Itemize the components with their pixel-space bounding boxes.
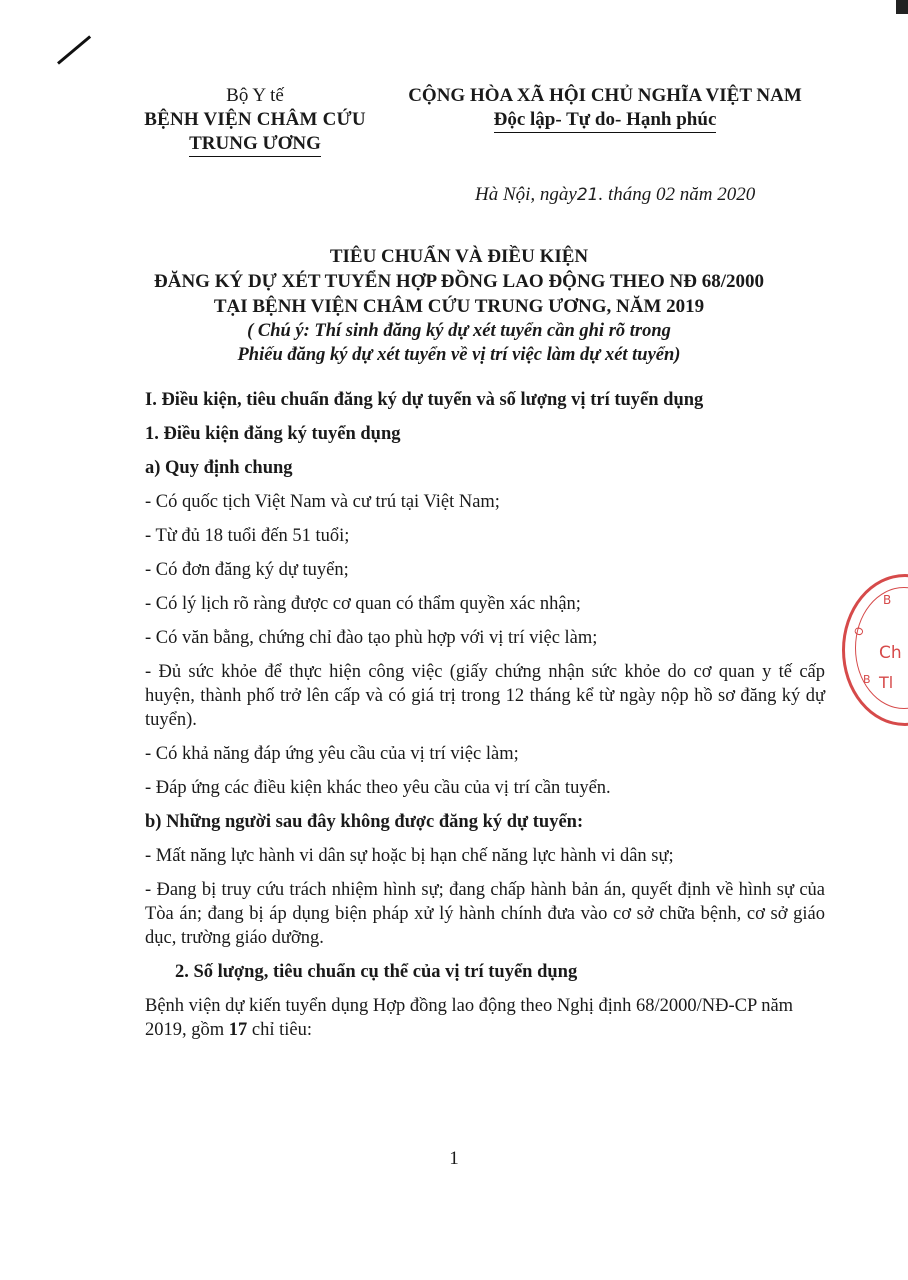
date-line	[475, 184, 755, 206]
quota-count: 17	[228, 1020, 248, 1040]
list-item: - Từ đủ 18 tuổi đến 51 tuổi;	[145, 526, 350, 546]
subsection-b-heading: b) Những người sau đây không được đăng ký dự tuyển:	[145, 812, 584, 832]
list-item: - Mất năng lực hành vi dân sự hoặc bị hạn chế năng lực hành vi dân sự;	[145, 846, 674, 866]
header-right	[380, 84, 830, 133]
quota-text-before: Bệnh viện dự kiến tuyển dụng Hợp đồng lao động theo Nghị định 68/2000/NĐ-CP năm 2019, gồm	[145, 996, 794, 1040]
stamp-text: B	[883, 593, 892, 607]
date-prefix: Hà Nội, ngày	[475, 184, 577, 205]
document-body	[145, 388, 825, 1042]
hospital-name-line1: BỆNH VIỆN CHÂM CỨU	[144, 109, 366, 130]
stamp-text: B	[863, 673, 871, 686]
title-note1: ( Chú ý: Thí sinh đăng ký dự xét tuyển cần ghi rõ trong	[247, 321, 671, 341]
list-item: - Đáp ứng các điều kiện khác theo yêu cầu của vị trí cần tuyển.	[145, 778, 611, 798]
subsection-a-heading: a) Quy định chung	[145, 458, 293, 478]
title-line3: TẠI BỆNH VIỆN CHÂM CỨU TRUNG ƯƠNG, NĂM 2019	[213, 296, 705, 317]
list-item: - Có văn bằng, chứng chỉ đào tạo phù hợp với vị trí việc làm;	[145, 628, 598, 648]
title-note2: Phiếu đăng ký dự xét tuyển về vị trí việc làm dự xét tuyển)	[237, 345, 681, 365]
subsection-2-heading: 2. Số lượng, tiêu chuẩn cụ thể của vị trí tuyển dụng	[175, 962, 578, 982]
date-day-handwritten: 21	[576, 185, 599, 205]
list-item: - Đủ sức khỏe để thực hiện công việc (giấy chứng nhận sức khỏe do cơ quan y tế cấp huyện, thành phố trở lên cấp và có giá trị trong 12 tháng kể từ ngày nộp hồ sơ đăng ký dự tuyển).	[145, 662, 825, 730]
section-heading: I. Điều kiện, tiêu chuẩn đăng ký dự tuyển và số lượng vị trí tuyển dụng	[145, 390, 704, 410]
paragraph-quota	[145, 994, 825, 1042]
hospital-name-line2: TRUNG ƯƠNG	[189, 132, 321, 157]
title-line1: TIÊU CHUẨN VÀ ĐIỀU KIỆN	[329, 246, 589, 267]
list-item: - Có khả năng đáp ứng yêu cầu của vị trí việc làm;	[145, 744, 519, 764]
stamp-text: Ch	[879, 643, 902, 663]
ministry-name: Bộ Y tế	[226, 85, 284, 106]
subsection-1-heading: 1. Điều kiện đăng ký tuyển dụng	[145, 424, 401, 444]
national-motto: Độc lập- Tự do- Hạnh phúc	[494, 108, 717, 133]
corner-scan-mark	[896, 0, 908, 14]
title-line2: ĐĂNG KÝ DỰ XÉT TUYỂN HỢP ĐỒNG LAO ĐỘNG THEO NĐ 68/2000	[154, 271, 764, 292]
pen-stroke-mark	[57, 35, 91, 64]
nation-name: CỘNG HÒA XÃ HỘI CHỦ NGHĨA VIỆT NAM	[408, 85, 802, 106]
list-item: - Có lý lịch rõ ràng được cơ quan có thẩm quyền xác nhận;	[145, 594, 581, 614]
date-suffix: . tháng 02 năm 2020	[598, 184, 756, 205]
red-seal-stamp	[842, 574, 908, 726]
page-number: 1	[449, 1148, 459, 1169]
stamp-text: O	[851, 625, 867, 638]
list-item: - Có đơn đăng ký dự tuyển;	[145, 560, 349, 580]
document-title	[100, 244, 818, 367]
list-item: - Đang bị truy cứu trách nhiệm hình sự; đang chấp hành bản án, quyết định về hình sự của Tòa án; đang bị áp dụng biện pháp xử lý hành chính đưa vào cơ sở chữa bệnh, cơ sở giáo dục, trường giáo dưỡng.	[145, 880, 825, 948]
stamp-text: Tl	[879, 673, 894, 692]
header-left	[120, 84, 390, 157]
quota-text-after: chỉ tiêu:	[247, 1020, 312, 1040]
list-item: - Có quốc tịch Việt Nam và cư trú tại Việt Nam;	[145, 492, 500, 512]
